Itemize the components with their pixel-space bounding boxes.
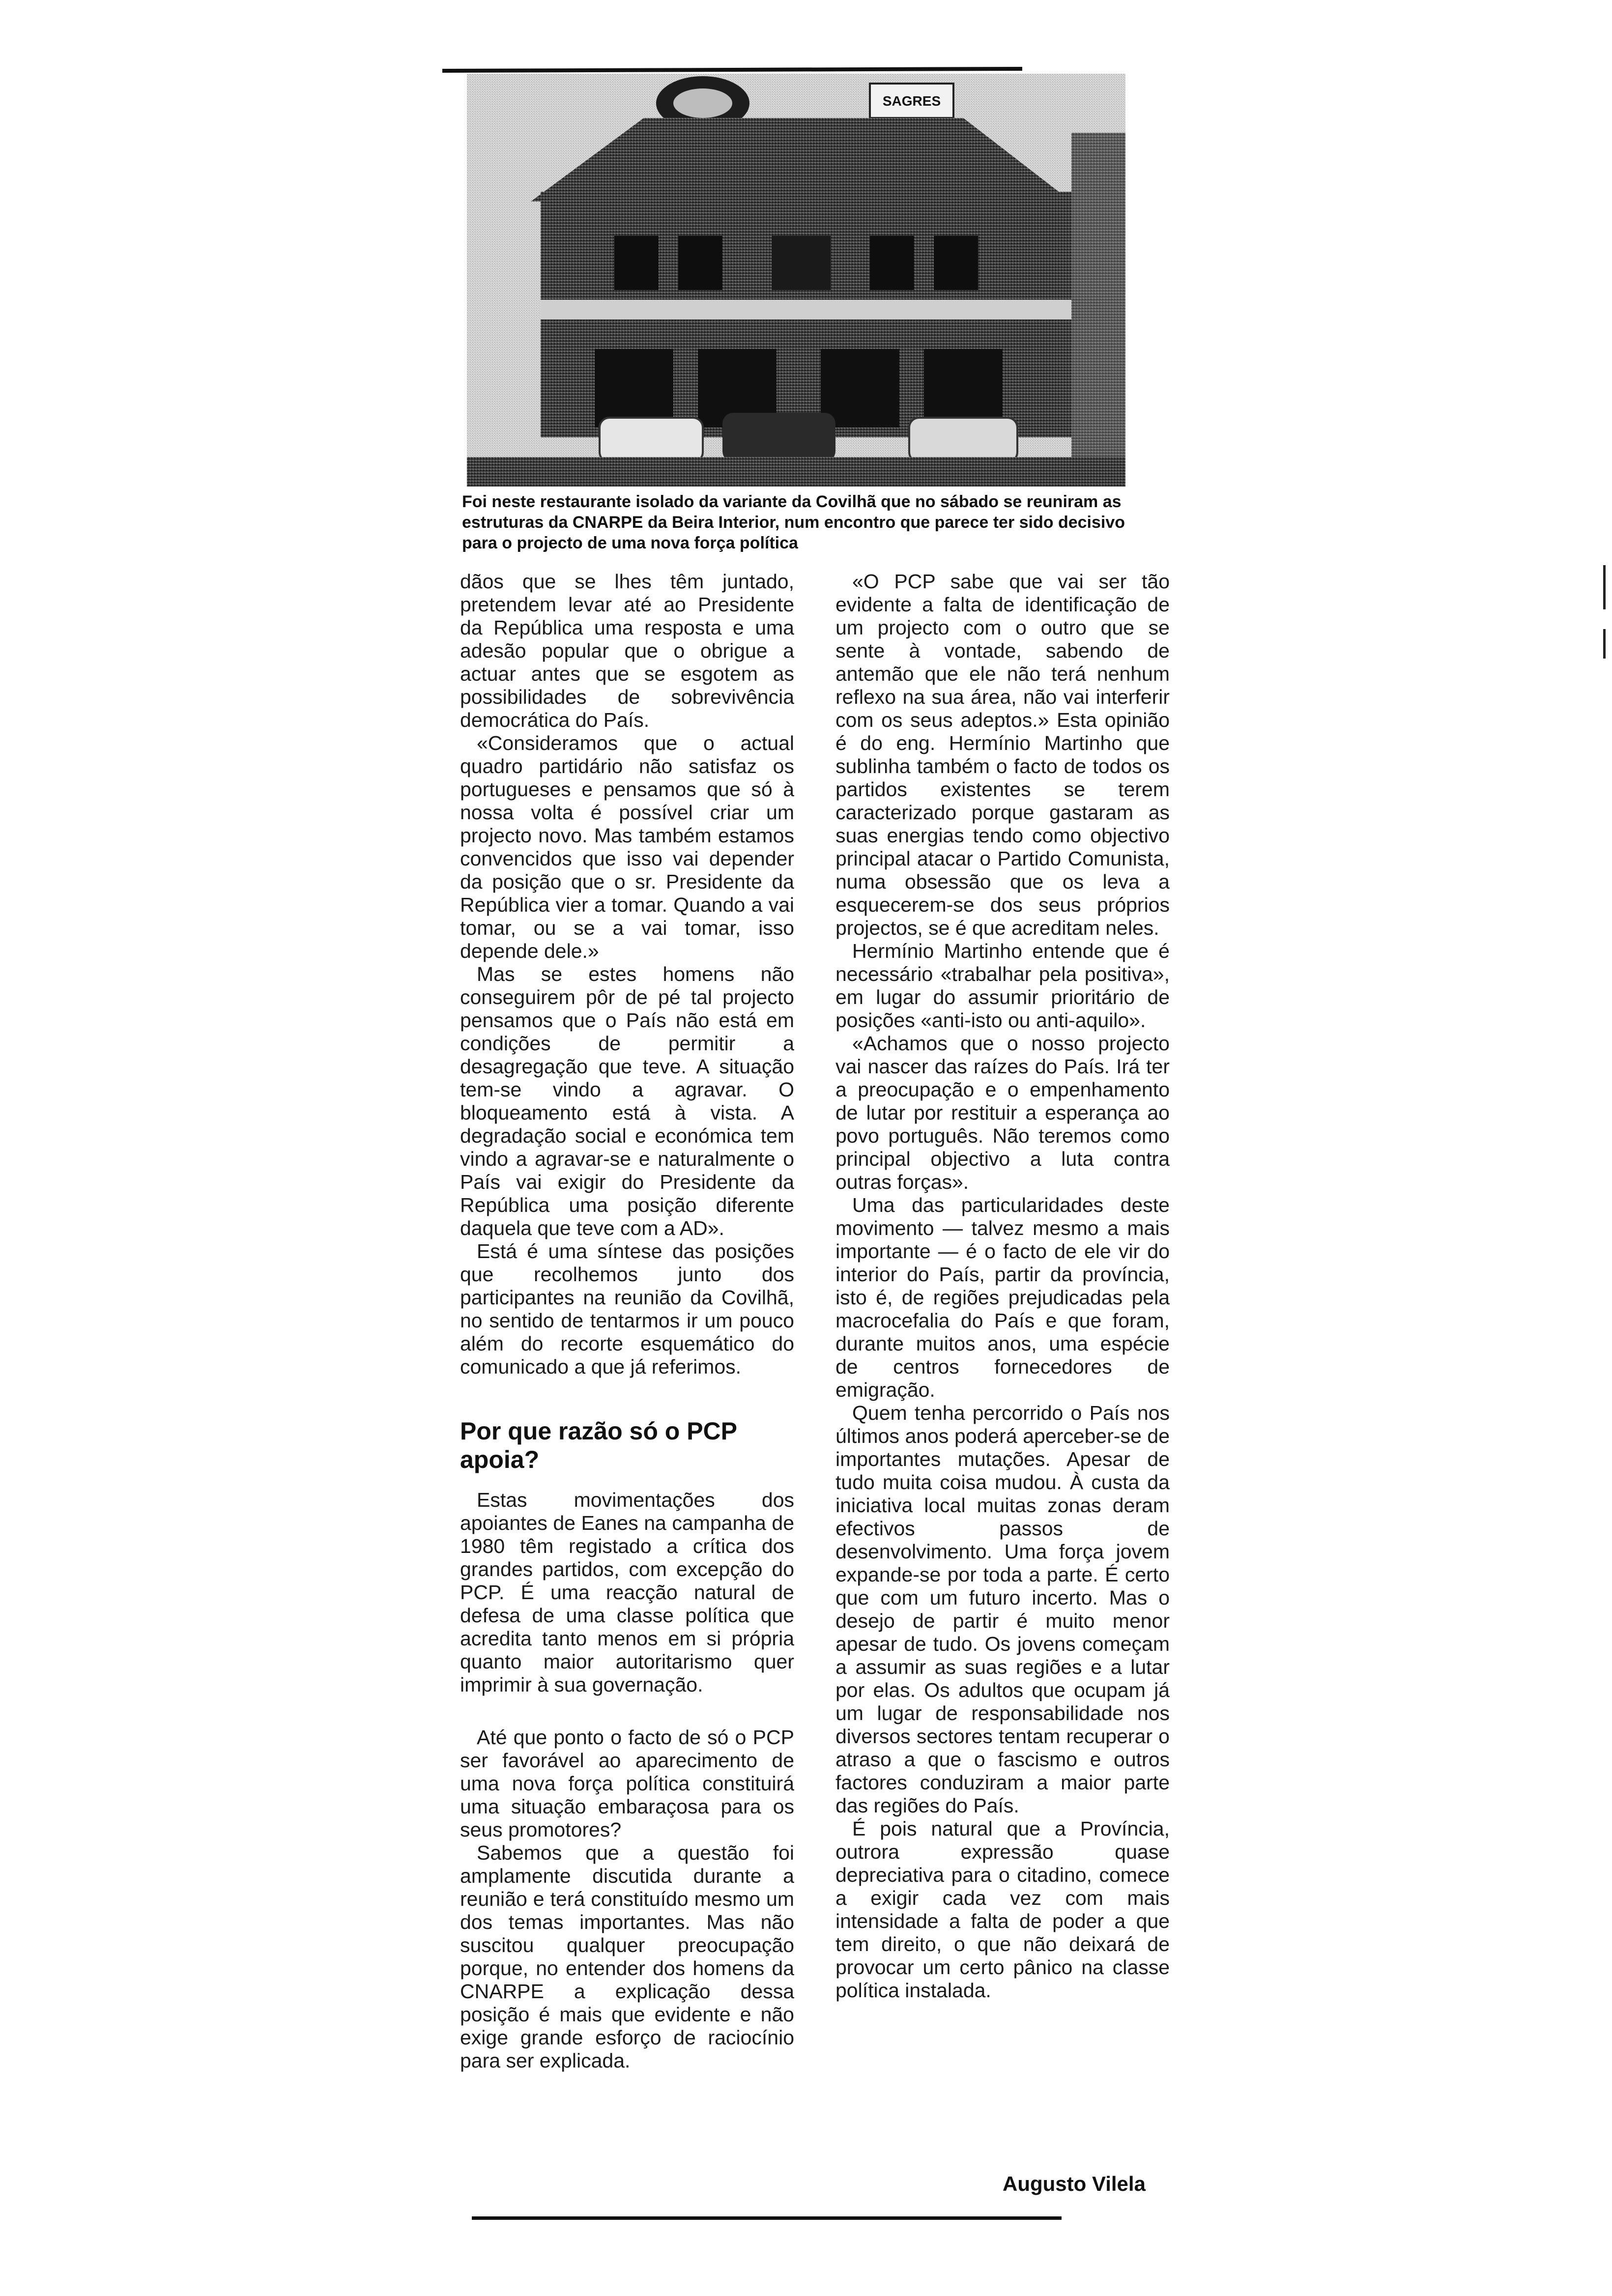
author-byline: Augusto Vilela bbox=[1003, 2172, 1146, 2195]
right-paragraph: «Achamos que o nosso projecto vai nascer das raízes do País. Irá ter a preocupação e o empenhamento de lutar por restituir a esperança ao povo português. Não teremos como principal objectivo a luta contra outras forças». bbox=[835, 1032, 1170, 1193]
left-paragraph: dãos que se lhes têm juntado, pretendem levar até ao Presidente da República uma resposta e uma adesão popular que o obrigue a actuar antes que se esgotem as possibilidades de sobrevivência democrática do País. bbox=[460, 570, 794, 731]
left-column bbox=[460, 570, 794, 2072]
right-paragraph: Uma das particularidades deste movimento — talvez mesmo a mais importante — é o facto de ele vir do interior do País, partir da província, isto é, de regiões prejudicadas pela macrocefalia do País e que foram, durante muitos anos, uma espécie de centros fornecedores de emigração. bbox=[835, 1194, 1170, 1401]
right-paragraph: É pois natural que a Província, outrora expressão quase depreciativa para o citadino, comece a exigir cada vez com mais intensidade a falta de poder a que tem direito, o que não deixará de provocar um certo pânico na classe política instalada. bbox=[835, 1817, 1170, 2002]
left-paragraph: «Consideramos que o actual quadro partidário não satisfaz os portugueses e pensamos que só à nossa volta é possível criar um projecto novo. Mas também estamos convencidos que isso vai depender da posição que o sr. Presidente da República vier a tomar. Quando a vai tomar, ou se a vai tomar, isso depende dele.» bbox=[460, 732, 794, 962]
left-paragraph: Está é uma síntese das posições que recolhemos junto dos participantes na reunião da Covilhã, no sentido de tentarmos ir um pouco além do recorte esquemático do comunicado a que já referimos. bbox=[460, 1240, 794, 1378]
left-paragraph: Mas se estes homens não conseguirem pôr de pé tal projecto pensamos que o País não está em condições de permitir a desagregação que teve. A situação tem-se vindo a agravar. O bloqueamento está à vista. A degradação social e económica tem vindo a agravar-se e naturalmente o País vai exigir do Presidente da República uma posição diferente daquela que teve com a AD». bbox=[460, 963, 794, 1239]
left-paragraph: Sabemos que a questão foi amplamente discutida durante a reunião e terá constituído mesmo um dos temas importantes. Mas não suscitou qualquer preocupação porque, no entender dos homens da CNARPE a explicação dessa posição é mais que evidente e não exige grande esforço de raciocínio para ser explicada. bbox=[460, 1841, 794, 2072]
photo-sign-text: SAGRES bbox=[882, 93, 941, 109]
scan-edge-mark bbox=[1603, 565, 1606, 609]
top-rule bbox=[442, 67, 1022, 73]
right-column bbox=[835, 570, 1170, 2002]
bottom-rule bbox=[472, 2216, 1062, 2220]
right-paragraph: «O PCP sabe que vai ser tão evidente a falta de identificação de um projecto com o outro que se sente à vontade, sabendo de antemão que ele não terá nenhum reflexo na sua área, não vai interferir com os seus adeptos.» Esta opinião é do eng. Hermínio Martinho que sublinha também o facto de todos os partidos existentes se terem caracterizado porque gastaram as suas energias tendo como objectivo principal atacar o Partido Comunista, numa obsessão que os leva a esquecerem-se dos seus próprios projectos, se é que acreditam neles. bbox=[835, 570, 1170, 939]
restaurant-building-photo bbox=[467, 74, 1125, 487]
photo-caption: Foi neste restaurante isolado da variante da Covilhã que no sábado se reuniram as estruturas da CNARPE da Beira Interior, num encontro que parece ter sido decisivo para o projecto de uma nova força política bbox=[462, 492, 1125, 552]
left-paragraph: Até que ponto o facto de só o PCP ser favorável ao aparecimento de uma nova força política constituirá uma situação embaraçosa para os seus promotores? bbox=[460, 1726, 794, 1841]
scan-edge-mark bbox=[1603, 629, 1606, 659]
restaurant-photo bbox=[467, 74, 1125, 487]
right-paragraph: Quem tenha percorrido o País nos últimos anos poderá aperceber-se de importantes mutações. Apesar de tudo muita coisa mudou. À custa da iniciativa local muitas zonas deram efectivos passos de desenvolvimento. Uma força jovem expande-se por toda a parte. É certo que com um futuro incerto. Mas o desejo de partir é muito menor apesar de tudo. Os jovens começam a assumir as suas regiões e a lutar por elas. Os adultos que ocupam já um lugar de responsabilidade nos diversos sectores tentam recuperar o atraso a que o fascismo e outros factores conduziram a maior parte das regiões do País. bbox=[835, 1402, 1170, 1817]
left-paragraph: Estas movimentações dos apoiantes de Eanes na campanha de 1980 têm registado a crítica dos grandes partidos, com excepção do PCP. É uma reacção natural de defesa de uma classe política que acredita tanto menos em si própria quanto maior autoritarismo quer imprimir à sua governação. bbox=[460, 1489, 794, 1696]
right-paragraph: Hermínio Martinho entende que é necessário «trabalhar pela positiva», em lugar do assumir prioritário de posições «anti-isto ou anti-aquilo». bbox=[835, 940, 1170, 1032]
section-subhead: Por que razão só o PCP apoia? bbox=[460, 1417, 737, 1473]
